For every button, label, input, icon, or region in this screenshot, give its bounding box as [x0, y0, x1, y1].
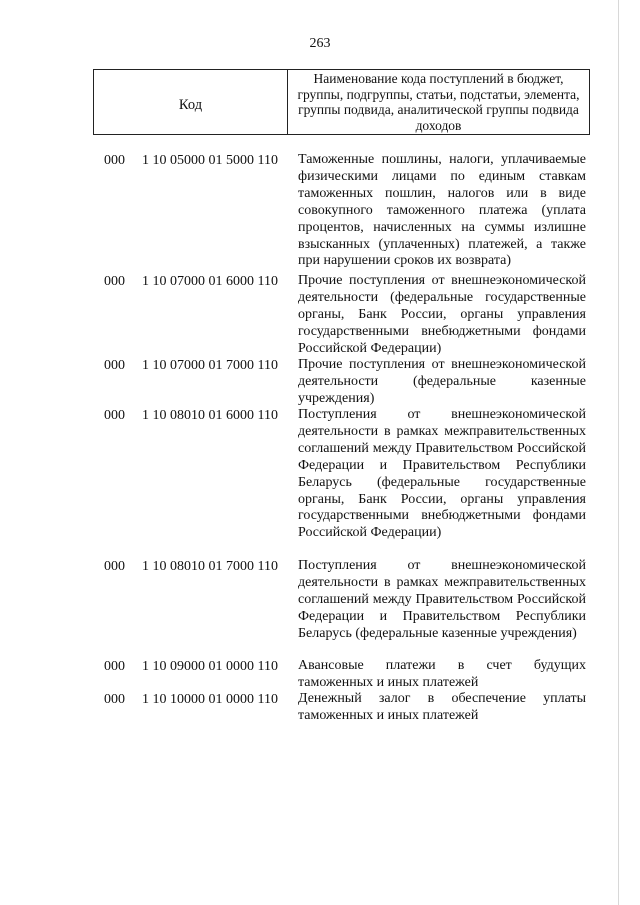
- admin-code: 000: [104, 559, 125, 574]
- page-number: 263: [309, 36, 331, 51]
- revenue-code: 1 10 08010 01 6000 110: [142, 408, 278, 423]
- revenue-code: 1 10 07000 01 7000 110: [142, 358, 278, 373]
- revenue-description: Прочие поступления от внешнеэкономической деятельности (федеральные государственные органы, Банк России, органы управления государственными внебюджетными фондами Российской Федерации): [298, 273, 586, 356]
- revenue-code: 1 10 05000 01 5000 110: [142, 153, 278, 168]
- revenue-description: Поступления от внешнеэкономической деятельности в рамках межправительственных соглашений между Правительством Российской Федерации и Правительством Республики Беларусь (федеральные казенные учреждения): [298, 558, 586, 641]
- admin-code: 000: [104, 358, 125, 373]
- header-code-label: Код: [94, 70, 288, 134]
- revenue-description: Денежный залог в обеспечение уплаты таможенных и иных платежей: [298, 691, 586, 723]
- revenue-code: 1 10 07000 01 6000 110: [142, 274, 278, 289]
- admin-code: 000: [104, 153, 125, 168]
- revenue-description: Авансовые платежи в счет будущих таможенных и иных платежей: [298, 658, 586, 690]
- scan-margin-line: [618, 0, 619, 905]
- revenue-description: Прочие поступления от внешнеэкономической деятельности (федеральные казенные учреждения): [298, 357, 586, 406]
- revenue-code: 1 10 08010 01 7000 110: [142, 559, 278, 574]
- revenue-description: Таможенные пошлины, налоги, уплачиваемые физическими лицами по единым ставкам таможенных пошлин, налогов или в виде совокупного таможенного платежа (уплата процентов, начисленных на суммы излишне взысканных (уплаченных) платежей, а также при нарушении сроков их возврата): [298, 152, 586, 269]
- revenue-description: Поступления от внешнеэкономической деятельности в рамках межправительственных соглашений между Правительством Российской Федерации и Правительством Республики Беларусь (федеральные государственные органы, Банк России, органы управления государственными внебюджетными фондами Российской Федерации): [298, 407, 586, 541]
- admin-code: 000: [104, 692, 125, 707]
- admin-code: 000: [104, 408, 125, 423]
- header-name-label: Наименование кода поступлений в бюджет, группы, подгруппы, статьи, подстатьи, элемента, группы подвида, аналитической группы подвида доходов: [297, 71, 580, 133]
- admin-code: 000: [104, 274, 125, 289]
- revenue-code: 1 10 09000 01 0000 110: [142, 659, 278, 674]
- table-header: [93, 69, 590, 135]
- revenue-code: 1 10 10000 01 0000 110: [142, 692, 278, 707]
- admin-code: 000: [104, 659, 125, 674]
